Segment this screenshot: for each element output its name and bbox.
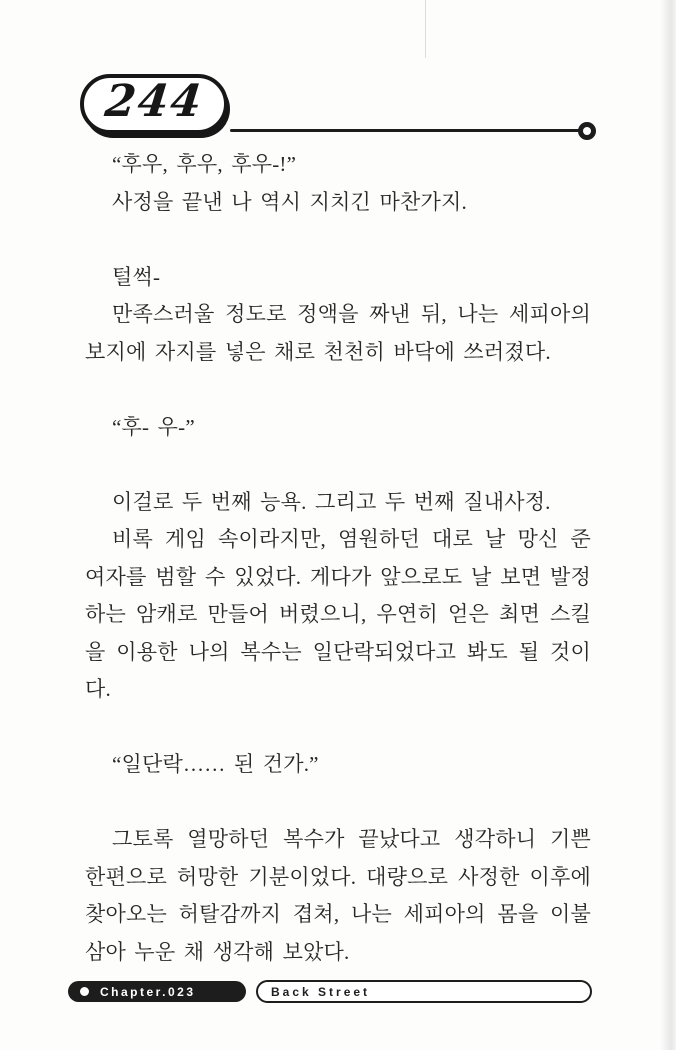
paragraph: 그토록 열망하던 복수가 끝났다고 생각하니 기쁜 한편으로 허망한 기분이었다. 대량으로 사정한 이후에 찾아오는 허탈감까지 겹쳐, 나는 세피아의 몸을 이불삼아 누운 채 생각해 보았다. (85, 827, 591, 964)
chapter-badge (68, 981, 246, 1002)
page-edge-shadow (660, 0, 676, 1050)
header-rule-line (230, 129, 580, 132)
paragraph: 사정을 끝낸 나 역시 지치긴 마찬가지. (112, 189, 467, 214)
chapter-bullet-dot-icon (80, 987, 89, 996)
chapter-label: Chapter.023 (100, 984, 196, 999)
page-number: 244 (102, 76, 206, 127)
section-title-label: Back Street (271, 984, 371, 999)
paragraph: 만족스러울 정도로 정액을 짜낸 뒤, 나는 세피아의 보지에 자지를 넣은 채로 천천히 바닥에 쓰러졌다. (85, 302, 591, 364)
page-number-badge (80, 74, 228, 134)
paragraph-dialogue: “일단락…… 된 건가.” (112, 752, 319, 776)
paragraph: 이걸로 두 번째 능욕. 그리고 두 번째 질내사정. (112, 489, 551, 514)
scan-artifact-line (425, 0, 426, 58)
paragraph-dialogue: “후- 우-” (112, 414, 195, 439)
paragraph-sfx: 털썩- (112, 264, 161, 289)
section-title-badge (256, 980, 592, 1003)
line-end-ring-icon (578, 122, 596, 140)
paragraph-dialogue: “후우, 후우, 후우-!” (112, 152, 297, 176)
body-text (85, 146, 591, 971)
paragraph: 비록 게임 속이라지만, 염원하던 대로 날 망신 준 여자를 범할 수 있었다. 게다가 앞으로도 날 보면 발정하는 암캐로 만들어 버렸으니, 우연히 얻은 최면 스킬을 이용한 나의 복수는 일단락되었다고 봐도 될 것이다. (85, 527, 591, 701)
